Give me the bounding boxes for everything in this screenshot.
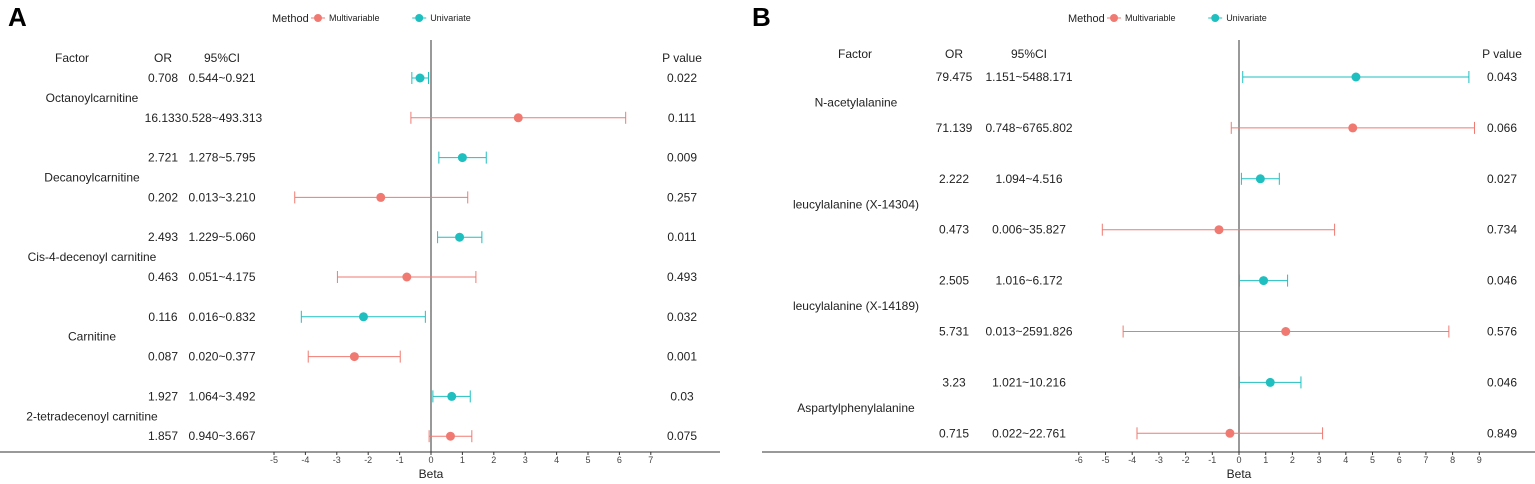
p-value: 0.022	[666, 71, 698, 85]
legend-key-multivariable-icon	[1110, 14, 1118, 22]
or-value: 1.927	[147, 389, 179, 404]
forest-row	[939, 426, 1517, 440]
forest-row	[148, 190, 697, 204]
legend	[1068, 13, 1267, 25]
p-value: 0.011	[667, 230, 697, 245]
x-tick-label: -3	[332, 455, 341, 465]
ci-value: 0.748~6765.802	[985, 120, 1073, 135]
ci-value: 1.021~10.216	[992, 375, 1066, 390]
x-tick-label: 6	[1396, 455, 1402, 465]
factor-label: Aspartylphenylalanine	[797, 400, 915, 415]
factor-label: Octanoylcarnitine	[45, 90, 139, 105]
x-axis-title: Beta	[418, 467, 444, 481]
ci-value: 0.006~35.827	[992, 222, 1066, 237]
x-tick-label: -3	[1154, 455, 1163, 465]
x-tick-label: -5	[1101, 455, 1110, 465]
or-value: 5.731	[938, 324, 970, 339]
x-tick-label: 9	[1476, 455, 1482, 465]
beta-point	[1348, 123, 1357, 132]
header-factor: Factor	[54, 51, 90, 65]
factor-label: leucylalanine (X-14189)	[792, 299, 920, 314]
forest-row	[145, 111, 697, 125]
forest-row	[148, 310, 697, 324]
header-95ci: 95%CI	[203, 51, 241, 65]
forest-panel-b	[752, 2, 1535, 481]
x-tick-label: -6	[1074, 455, 1083, 465]
ci-value: 0.051~4.175	[188, 270, 256, 284]
beta-point	[376, 193, 385, 202]
or-value: 0.202	[147, 190, 179, 205]
forest-row	[936, 121, 1518, 135]
beta-point	[402, 273, 411, 282]
p-value: 0.046	[1486, 375, 1518, 390]
beta-point	[458, 153, 467, 162]
x-tick-label: 0	[1236, 455, 1242, 465]
legend-title: Method	[1068, 13, 1105, 25]
x-tick-label: -4	[301, 455, 310, 465]
p-value: 0.043	[1486, 70, 1518, 84]
ci-value: 0.013~2591.826	[985, 324, 1073, 339]
or-value: 2.222	[938, 171, 970, 186]
or-value: 0.473	[938, 222, 970, 237]
beta-point	[1256, 174, 1265, 183]
x-tick-label: 3	[522, 455, 528, 465]
beta-point	[416, 74, 425, 83]
ci-value: 1.016~6.172	[995, 273, 1063, 288]
beta-point	[455, 233, 464, 242]
ci-value: 1.064~3.492	[188, 389, 256, 404]
or-value: 0.116	[148, 309, 178, 324]
beta-point	[1225, 429, 1234, 438]
column-headers	[838, 47, 1522, 61]
or-value: 2.505	[938, 273, 970, 288]
x-tick-label: -4	[1128, 455, 1137, 465]
forest-row	[939, 223, 1517, 237]
x-tick-label: -2	[364, 455, 373, 465]
p-value: 0.046	[1486, 273, 1518, 288]
beta-point	[350, 352, 359, 361]
x-tick-label: 5	[585, 455, 591, 465]
p-value: 0.075	[666, 429, 698, 444]
x-tick-label: 8	[1450, 455, 1456, 465]
x-tick-label: 2	[491, 455, 497, 465]
beta-point	[1351, 73, 1360, 82]
legend-key-univariate-icon	[1211, 14, 1219, 22]
x-tick-label: 3	[1316, 455, 1322, 465]
beta-point	[446, 432, 455, 441]
forest-row	[939, 172, 1517, 186]
factor-label: Decanoylcarnitine	[44, 170, 140, 185]
x-tick-label: 6	[616, 455, 622, 465]
forest-row	[939, 325, 1517, 339]
beta-point	[359, 312, 368, 321]
x-tick-label: 2	[1289, 455, 1295, 465]
x-tick-label: 4	[554, 455, 560, 465]
or-value: 0.087	[147, 349, 179, 364]
legend	[272, 13, 471, 25]
or-value: 1.857	[147, 429, 179, 444]
panel-letter: A	[8, 2, 27, 32]
legend-title: Method	[272, 13, 309, 25]
header-p-value: P value	[662, 51, 702, 65]
p-value: 0.493	[666, 270, 698, 284]
p-value: 0.066	[1486, 120, 1518, 135]
beta-point	[1214, 225, 1223, 234]
forest-row	[148, 429, 697, 443]
x-tick-label: -5	[269, 455, 279, 465]
ci-value: 0.528~493.313	[181, 110, 263, 125]
header-or: OR	[154, 51, 172, 65]
header-95ci: 95%CI	[1010, 47, 1048, 61]
ci-value: 0.022~22.761	[992, 426, 1066, 441]
x-tick-label: -1	[395, 455, 404, 465]
or-value: 0.463	[147, 270, 179, 284]
factor-label: N-acetylalanine	[814, 95, 898, 110]
or-value: 16.133	[144, 110, 182, 125]
forest-row	[148, 230, 697, 244]
ci-value: 0.013~3.210	[188, 190, 256, 205]
or-value: 79.475	[935, 70, 973, 84]
x-tick-label: 1	[459, 455, 465, 465]
x-tick-label: 5	[1369, 455, 1376, 465]
ci-value: 0.940~3.667	[188, 429, 256, 444]
legend-key-multivariable-icon	[314, 14, 322, 22]
x-tick-label: 7	[1423, 455, 1429, 465]
factor-label: Cis-4-decenoyl carnitine	[27, 250, 157, 265]
legend-label-univariate: Univariate	[430, 13, 471, 23]
x-tick-label: 0	[428, 455, 434, 465]
beta-point	[1281, 327, 1290, 336]
beta-point	[514, 113, 523, 122]
or-value: 3.23	[942, 375, 966, 390]
ci-value: 1.229~5.060	[188, 230, 256, 245]
panel-letter: B	[752, 2, 771, 32]
legend-key-univariate-icon	[415, 14, 423, 22]
forest-row	[148, 389, 694, 403]
x-tick-label: -1	[1208, 455, 1217, 465]
header-or: OR	[945, 47, 963, 61]
p-value: 0.03	[670, 389, 694, 404]
forest-row	[148, 151, 697, 165]
p-value: 0.257	[666, 190, 698, 205]
p-value: 0.001	[666, 349, 698, 364]
x-tick-label: 1	[1263, 455, 1269, 465]
x-tick-label: 7	[648, 455, 654, 465]
x-tick-label: -2	[1181, 455, 1190, 465]
ci-value: 1.278~5.795	[188, 150, 256, 165]
forest-panel-a	[0, 2, 720, 481]
p-value: 0.111	[667, 110, 697, 125]
legend-label-univariate: Univariate	[1226, 13, 1267, 23]
or-value: 2.721	[147, 150, 179, 165]
p-value: 0.576	[1486, 324, 1518, 339]
forest-row	[148, 71, 697, 85]
p-value: 0.734	[1486, 222, 1518, 237]
factor-label: 2-tetradecenoyl carnitine	[26, 409, 158, 424]
beta-point	[1259, 276, 1268, 285]
legend-label-multivariable: Multivariable	[1125, 13, 1176, 23]
ci-value: 1.094~4.516	[995, 171, 1063, 186]
forest-row	[939, 274, 1517, 288]
ci-value: 1.151~5488.171	[985, 70, 1073, 84]
or-value: 0.708	[147, 71, 179, 85]
p-value: 0.027	[1486, 171, 1518, 186]
ci-value: 0.020~0.377	[188, 349, 256, 364]
forest-row	[942, 375, 1517, 389]
header-factor: Factor	[837, 47, 873, 61]
beta-point	[1266, 378, 1275, 387]
ci-value: 0.544~0.921	[188, 71, 256, 85]
x-tick-label: 4	[1343, 455, 1349, 465]
or-value: 71.139	[935, 120, 973, 135]
factor-label: leucylalanine (X-14304)	[792, 197, 920, 212]
ci-value: 0.016~0.832	[188, 309, 256, 324]
forest-row	[936, 70, 1518, 84]
beta-point	[447, 392, 456, 401]
or-value: 2.493	[147, 230, 179, 245]
header-p-value: P value	[1482, 47, 1522, 61]
forest-row	[148, 350, 697, 364]
p-value: 0.849	[1486, 426, 1518, 441]
p-value: 0.032	[666, 309, 698, 324]
forest-row	[148, 270, 697, 284]
x-axis-title: Beta	[1226, 467, 1252, 481]
legend-label-multivariable: Multivariable	[329, 13, 380, 23]
factor-label: Carnitine	[67, 329, 117, 344]
p-value: 0.009	[666, 150, 698, 165]
or-value: 0.715	[938, 426, 970, 441]
column-headers	[55, 51, 702, 65]
